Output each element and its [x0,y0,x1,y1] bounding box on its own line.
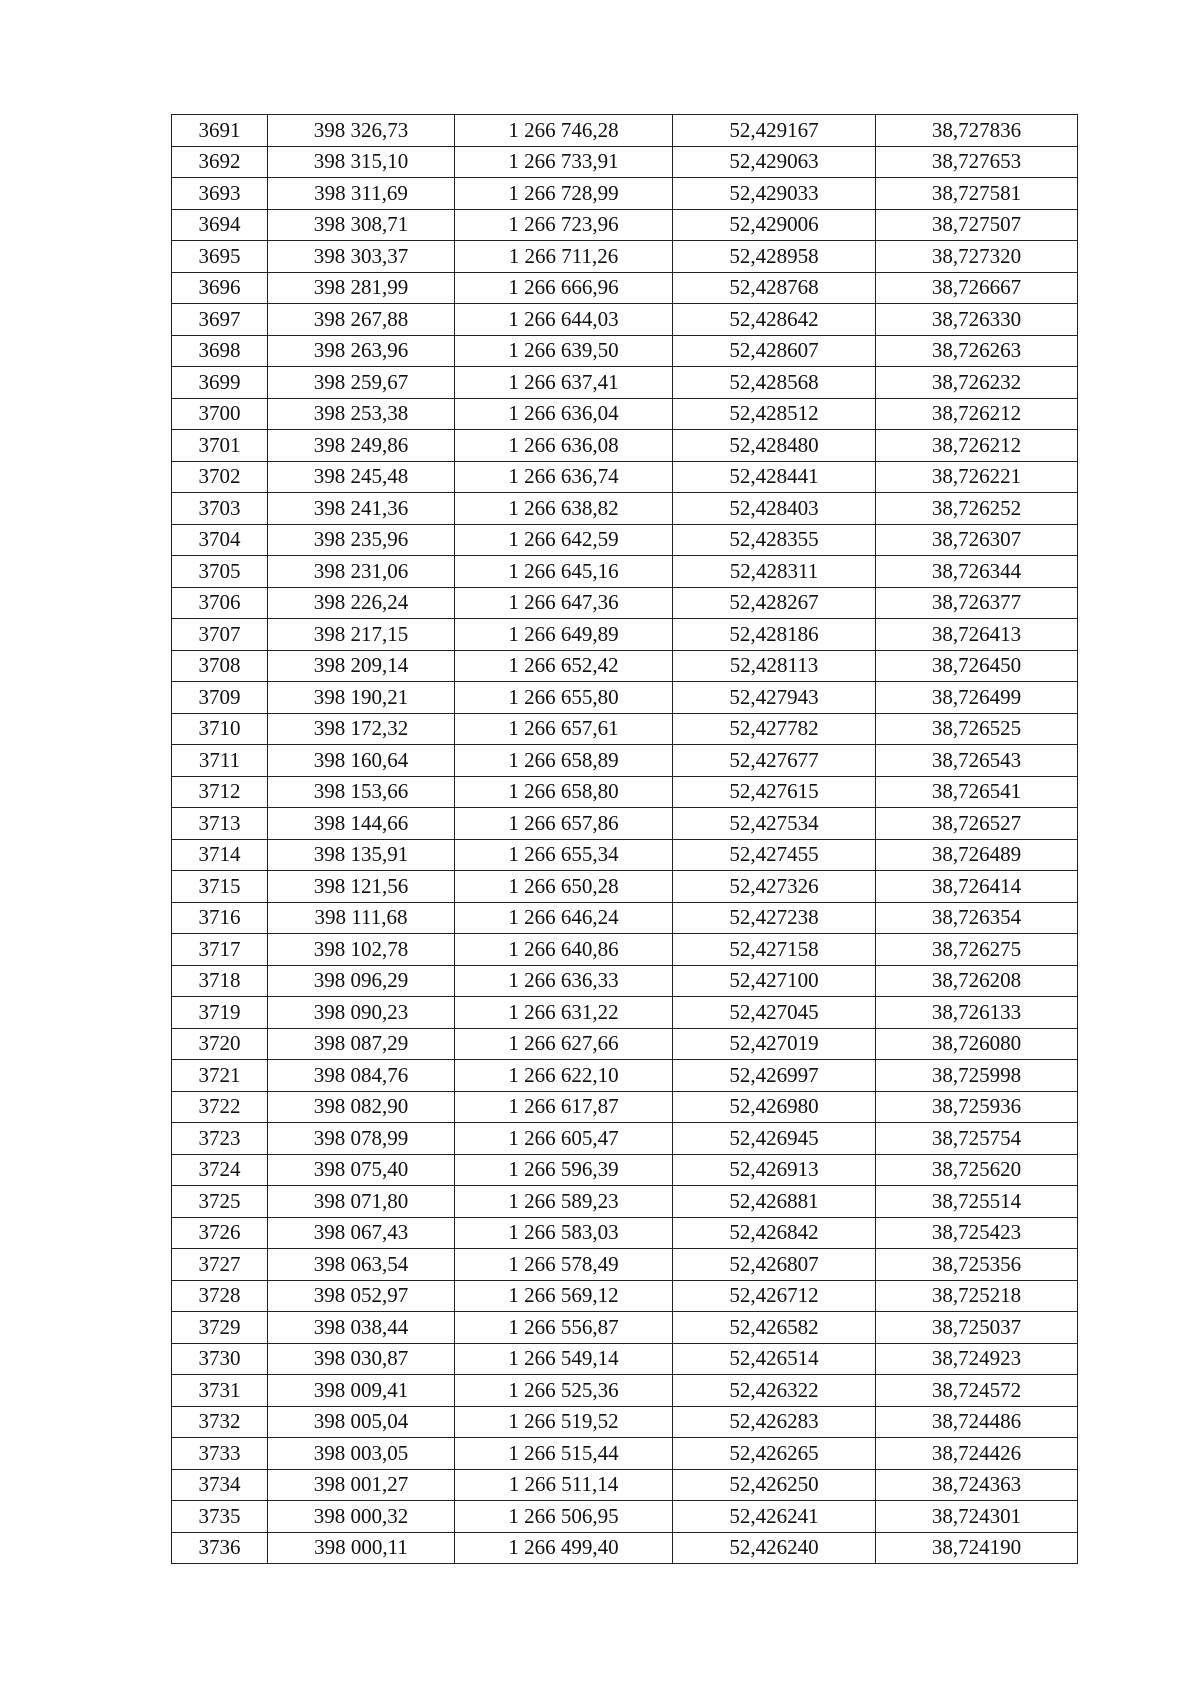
y-coordinate-cell: 1 266 645,16 [455,556,673,588]
x-coordinate-cell: 398 311,69 [268,178,455,210]
longitude-cell: 38,726344 [876,556,1078,588]
x-coordinate-cell: 398 253,38 [268,398,455,430]
y-coordinate-cell: 1 266 652,42 [455,650,673,682]
latitude-cell: 52,429063 [673,146,876,178]
x-coordinate-cell: 398 172,32 [268,713,455,745]
table-row [172,1154,1078,1186]
longitude-cell: 38,726489 [876,839,1078,871]
latitude-cell: 52,426283 [673,1406,876,1438]
latitude-cell: 52,429033 [673,178,876,210]
y-coordinate-cell: 1 266 596,39 [455,1154,673,1186]
table-row [172,1438,1078,1470]
latitude-cell: 52,426842 [673,1217,876,1249]
y-coordinate-cell: 1 266 569,12 [455,1280,673,1312]
latitude-cell: 52,426945 [673,1123,876,1155]
x-coordinate-cell: 398 281,99 [268,272,455,304]
point-number-cell: 3704 [172,524,268,556]
longitude-cell: 38,724301 [876,1501,1078,1533]
latitude-cell: 52,428768 [673,272,876,304]
point-number-cell: 3691 [172,115,268,147]
latitude-cell: 52,426881 [673,1186,876,1218]
table-row [172,1532,1078,1564]
x-coordinate-cell: 398 153,66 [268,776,455,808]
point-number-cell: 3695 [172,241,268,273]
table-row [172,272,1078,304]
table-row [172,1123,1078,1155]
table-row [172,1249,1078,1281]
y-coordinate-cell: 1 266 644,03 [455,304,673,336]
point-number-cell: 3731 [172,1375,268,1407]
y-coordinate-cell: 1 266 666,96 [455,272,673,304]
point-number-cell: 3714 [172,839,268,871]
table-row [172,178,1078,210]
table-row [172,997,1078,1029]
latitude-cell: 52,427019 [673,1028,876,1060]
longitude-cell: 38,725620 [876,1154,1078,1186]
y-coordinate-cell: 1 266 657,61 [455,713,673,745]
longitude-cell: 38,726525 [876,713,1078,745]
longitude-cell: 38,725998 [876,1060,1078,1092]
longitude-cell: 38,726499 [876,682,1078,714]
x-coordinate-cell: 398 075,40 [268,1154,455,1186]
longitude-cell: 38,727581 [876,178,1078,210]
longitude-cell: 38,726667 [876,272,1078,304]
longitude-cell: 38,726354 [876,902,1078,934]
longitude-cell: 38,726133 [876,997,1078,1029]
longitude-cell: 38,724923 [876,1343,1078,1375]
longitude-cell: 38,725936 [876,1091,1078,1123]
y-coordinate-cell: 1 266 583,03 [455,1217,673,1249]
longitude-cell: 38,726527 [876,808,1078,840]
latitude-cell: 52,426241 [673,1501,876,1533]
latitude-cell: 52,426240 [673,1532,876,1564]
y-coordinate-cell: 1 266 638,82 [455,493,673,525]
longitude-cell: 38,727653 [876,146,1078,178]
point-number-cell: 3729 [172,1312,268,1344]
y-coordinate-cell: 1 266 640,86 [455,934,673,966]
point-number-cell: 3717 [172,934,268,966]
latitude-cell: 52,428512 [673,398,876,430]
point-number-cell: 3722 [172,1091,268,1123]
x-coordinate-cell: 398 001,27 [268,1469,455,1501]
y-coordinate-cell: 1 266 647,36 [455,587,673,619]
y-coordinate-cell: 1 266 578,49 [455,1249,673,1281]
latitude-cell: 52,426582 [673,1312,876,1344]
latitude-cell: 52,427677 [673,745,876,777]
table-row [172,839,1078,871]
latitude-cell: 52,428186 [673,619,876,651]
point-number-cell: 3719 [172,997,268,1029]
x-coordinate-cell: 398 263,96 [268,335,455,367]
table-row [172,146,1078,178]
longitude-cell: 38,726252 [876,493,1078,525]
latitude-cell: 52,427782 [673,713,876,745]
point-number-cell: 3732 [172,1406,268,1438]
latitude-cell: 52,426807 [673,1249,876,1281]
x-coordinate-cell: 398 245,48 [268,461,455,493]
coordinates-table [171,114,1078,1564]
y-coordinate-cell: 1 266 655,80 [455,682,673,714]
x-coordinate-cell: 398 067,43 [268,1217,455,1249]
y-coordinate-cell: 1 266 650,28 [455,871,673,903]
longitude-cell: 38,726307 [876,524,1078,556]
point-number-cell: 3715 [172,871,268,903]
table-row [172,713,1078,745]
x-coordinate-cell: 398 030,87 [268,1343,455,1375]
table-row [172,934,1078,966]
point-number-cell: 3730 [172,1343,268,1375]
x-coordinate-cell: 398 135,91 [268,839,455,871]
point-number-cell: 3728 [172,1280,268,1312]
x-coordinate-cell: 398 003,05 [268,1438,455,1470]
table-row [172,304,1078,336]
point-number-cell: 3696 [172,272,268,304]
longitude-cell: 38,726330 [876,304,1078,336]
longitude-cell: 38,726080 [876,1028,1078,1060]
x-coordinate-cell: 398 005,04 [268,1406,455,1438]
table-row [172,1375,1078,1407]
table-row [172,871,1078,903]
y-coordinate-cell: 1 266 525,36 [455,1375,673,1407]
table-row [172,398,1078,430]
longitude-cell: 38,724572 [876,1375,1078,1407]
table-row [172,1280,1078,1312]
y-coordinate-cell: 1 266 649,89 [455,619,673,651]
longitude-cell: 38,726414 [876,871,1078,903]
y-coordinate-cell: 1 266 506,95 [455,1501,673,1533]
longitude-cell: 38,727507 [876,209,1078,241]
latitude-cell: 52,428642 [673,304,876,336]
x-coordinate-cell: 398 326,73 [268,115,455,147]
latitude-cell: 52,426913 [673,1154,876,1186]
longitude-cell: 38,724363 [876,1469,1078,1501]
longitude-cell: 38,725218 [876,1280,1078,1312]
longitude-cell: 38,726275 [876,934,1078,966]
table-row [172,209,1078,241]
y-coordinate-cell: 1 266 499,40 [455,1532,673,1564]
table-row [172,461,1078,493]
point-number-cell: 3703 [172,493,268,525]
point-number-cell: 3712 [172,776,268,808]
point-number-cell: 3700 [172,398,268,430]
x-coordinate-cell: 398 063,54 [268,1249,455,1281]
x-coordinate-cell: 398 241,36 [268,493,455,525]
latitude-cell: 52,428311 [673,556,876,588]
x-coordinate-cell: 398 190,21 [268,682,455,714]
table-row [172,556,1078,588]
point-number-cell: 3735 [172,1501,268,1533]
y-coordinate-cell: 1 266 639,50 [455,335,673,367]
point-number-cell: 3726 [172,1217,268,1249]
latitude-cell: 52,428355 [673,524,876,556]
point-number-cell: 3694 [172,209,268,241]
table-row [172,241,1078,273]
table-row [172,965,1078,997]
x-coordinate-cell: 398 308,71 [268,209,455,241]
latitude-cell: 52,427158 [673,934,876,966]
y-coordinate-cell: 1 266 519,52 [455,1406,673,1438]
point-number-cell: 3697 [172,304,268,336]
x-coordinate-cell: 398 259,67 [268,367,455,399]
latitude-cell: 52,427326 [673,871,876,903]
point-number-cell: 3692 [172,146,268,178]
table-row [172,1501,1078,1533]
point-number-cell: 3706 [172,587,268,619]
longitude-cell: 38,727836 [876,115,1078,147]
point-number-cell: 3705 [172,556,268,588]
y-coordinate-cell: 1 266 637,41 [455,367,673,399]
latitude-cell: 52,428403 [673,493,876,525]
table-row [172,808,1078,840]
table-row [172,335,1078,367]
longitude-cell: 38,726413 [876,619,1078,651]
point-number-cell: 3720 [172,1028,268,1060]
y-coordinate-cell: 1 266 636,33 [455,965,673,997]
table-row [172,1343,1078,1375]
coordinates-table-body [172,115,1078,1564]
x-coordinate-cell: 398 217,15 [268,619,455,651]
point-number-cell: 3710 [172,713,268,745]
y-coordinate-cell: 1 266 515,44 [455,1438,673,1470]
longitude-cell: 38,726232 [876,367,1078,399]
table-row [172,619,1078,651]
point-number-cell: 3736 [172,1532,268,1564]
y-coordinate-cell: 1 266 636,74 [455,461,673,493]
y-coordinate-cell: 1 266 556,87 [455,1312,673,1344]
longitude-cell: 38,725037 [876,1312,1078,1344]
x-coordinate-cell: 398 231,06 [268,556,455,588]
table-row [172,1028,1078,1060]
latitude-cell: 52,428958 [673,241,876,273]
x-coordinate-cell: 398 111,68 [268,902,455,934]
x-coordinate-cell: 398 102,78 [268,934,455,966]
x-coordinate-cell: 398 249,86 [268,430,455,462]
table-row [172,430,1078,462]
y-coordinate-cell: 1 266 511,14 [455,1469,673,1501]
x-coordinate-cell: 398 071,80 [268,1186,455,1218]
latitude-cell: 52,427455 [673,839,876,871]
longitude-cell: 38,725754 [876,1123,1078,1155]
table-row [172,1312,1078,1344]
x-coordinate-cell: 398 096,29 [268,965,455,997]
table-row [172,524,1078,556]
table-row [172,587,1078,619]
point-number-cell: 3699 [172,367,268,399]
point-number-cell: 3698 [172,335,268,367]
latitude-cell: 52,427615 [673,776,876,808]
x-coordinate-cell: 398 087,29 [268,1028,455,1060]
point-number-cell: 3733 [172,1438,268,1470]
latitude-cell: 52,426250 [673,1469,876,1501]
x-coordinate-cell: 398 078,99 [268,1123,455,1155]
x-coordinate-cell: 398 160,64 [268,745,455,777]
x-coordinate-cell: 398 090,23 [268,997,455,1029]
longitude-cell: 38,725423 [876,1217,1078,1249]
longitude-cell: 38,724426 [876,1438,1078,1470]
y-coordinate-cell: 1 266 655,34 [455,839,673,871]
table-row [172,1217,1078,1249]
longitude-cell: 38,726543 [876,745,1078,777]
point-number-cell: 3725 [172,1186,268,1218]
table-row [172,1469,1078,1501]
x-coordinate-cell: 398 082,90 [268,1091,455,1123]
point-number-cell: 3708 [172,650,268,682]
table-row [172,115,1078,147]
longitude-cell: 38,724190 [876,1532,1078,1564]
y-coordinate-cell: 1 266 642,59 [455,524,673,556]
latitude-cell: 52,428441 [673,461,876,493]
point-number-cell: 3701 [172,430,268,462]
y-coordinate-cell: 1 266 636,04 [455,398,673,430]
point-number-cell: 3711 [172,745,268,777]
y-coordinate-cell: 1 266 622,10 [455,1060,673,1092]
table-row [172,682,1078,714]
x-coordinate-cell: 398 038,44 [268,1312,455,1344]
latitude-cell: 52,426980 [673,1091,876,1123]
x-coordinate-cell: 398 209,14 [268,650,455,682]
x-coordinate-cell: 398 315,10 [268,146,455,178]
longitude-cell: 38,726212 [876,398,1078,430]
point-number-cell: 3718 [172,965,268,997]
longitude-cell: 38,726541 [876,776,1078,808]
latitude-cell: 52,427238 [673,902,876,934]
x-coordinate-cell: 398 267,88 [268,304,455,336]
table-row [172,1406,1078,1438]
point-number-cell: 3707 [172,619,268,651]
x-coordinate-cell: 398 226,24 [268,587,455,619]
x-coordinate-cell: 398 235,96 [268,524,455,556]
longitude-cell: 38,726263 [876,335,1078,367]
latitude-cell: 52,427534 [673,808,876,840]
point-number-cell: 3724 [172,1154,268,1186]
latitude-cell: 52,426997 [673,1060,876,1092]
point-number-cell: 3702 [172,461,268,493]
latitude-cell: 52,426322 [673,1375,876,1407]
y-coordinate-cell: 1 266 746,28 [455,115,673,147]
latitude-cell: 52,429006 [673,209,876,241]
latitude-cell: 52,428113 [673,650,876,682]
y-coordinate-cell: 1 266 617,87 [455,1091,673,1123]
point-number-cell: 3734 [172,1469,268,1501]
x-coordinate-cell: 398 000,11 [268,1532,455,1564]
table-row [172,650,1078,682]
longitude-cell: 38,725514 [876,1186,1078,1218]
y-coordinate-cell: 1 266 657,86 [455,808,673,840]
longitude-cell: 38,727320 [876,241,1078,273]
point-number-cell: 3713 [172,808,268,840]
latitude-cell: 52,429167 [673,115,876,147]
y-coordinate-cell: 1 266 723,96 [455,209,673,241]
latitude-cell: 52,427045 [673,997,876,1029]
x-coordinate-cell: 398 303,37 [268,241,455,273]
x-coordinate-cell: 398 121,56 [268,871,455,903]
x-coordinate-cell: 398 000,32 [268,1501,455,1533]
y-coordinate-cell: 1 266 658,89 [455,745,673,777]
y-coordinate-cell: 1 266 589,23 [455,1186,673,1218]
latitude-cell: 52,426265 [673,1438,876,1470]
point-number-cell: 3727 [172,1249,268,1281]
y-coordinate-cell: 1 266 636,08 [455,430,673,462]
longitude-cell: 38,726221 [876,461,1078,493]
x-coordinate-cell: 398 084,76 [268,1060,455,1092]
table-row [172,1060,1078,1092]
table-row [172,367,1078,399]
longitude-cell: 38,726450 [876,650,1078,682]
x-coordinate-cell: 398 052,97 [268,1280,455,1312]
y-coordinate-cell: 1 266 646,24 [455,902,673,934]
point-number-cell: 3709 [172,682,268,714]
longitude-cell: 38,726377 [876,587,1078,619]
latitude-cell: 52,428607 [673,335,876,367]
latitude-cell: 52,427943 [673,682,876,714]
y-coordinate-cell: 1 266 711,26 [455,241,673,273]
longitude-cell: 38,724486 [876,1406,1078,1438]
point-number-cell: 3723 [172,1123,268,1155]
point-number-cell: 3721 [172,1060,268,1092]
y-coordinate-cell: 1 266 733,91 [455,146,673,178]
point-number-cell: 3693 [172,178,268,210]
x-coordinate-cell: 398 144,66 [268,808,455,840]
latitude-cell: 52,428568 [673,367,876,399]
longitude-cell: 38,725356 [876,1249,1078,1281]
table-row [172,902,1078,934]
y-coordinate-cell: 1 266 658,80 [455,776,673,808]
y-coordinate-cell: 1 266 549,14 [455,1343,673,1375]
latitude-cell: 52,426514 [673,1343,876,1375]
latitude-cell: 52,426712 [673,1280,876,1312]
table-row [172,776,1078,808]
latitude-cell: 52,428267 [673,587,876,619]
latitude-cell: 52,427100 [673,965,876,997]
table-row [172,1091,1078,1123]
x-coordinate-cell: 398 009,41 [268,1375,455,1407]
table-row [172,745,1078,777]
latitude-cell: 52,428480 [673,430,876,462]
table-row [172,493,1078,525]
longitude-cell: 38,726212 [876,430,1078,462]
y-coordinate-cell: 1 266 627,66 [455,1028,673,1060]
table-row [172,1186,1078,1218]
y-coordinate-cell: 1 266 605,47 [455,1123,673,1155]
y-coordinate-cell: 1 266 631,22 [455,997,673,1029]
y-coordinate-cell: 1 266 728,99 [455,178,673,210]
point-number-cell: 3716 [172,902,268,934]
longitude-cell: 38,726208 [876,965,1078,997]
